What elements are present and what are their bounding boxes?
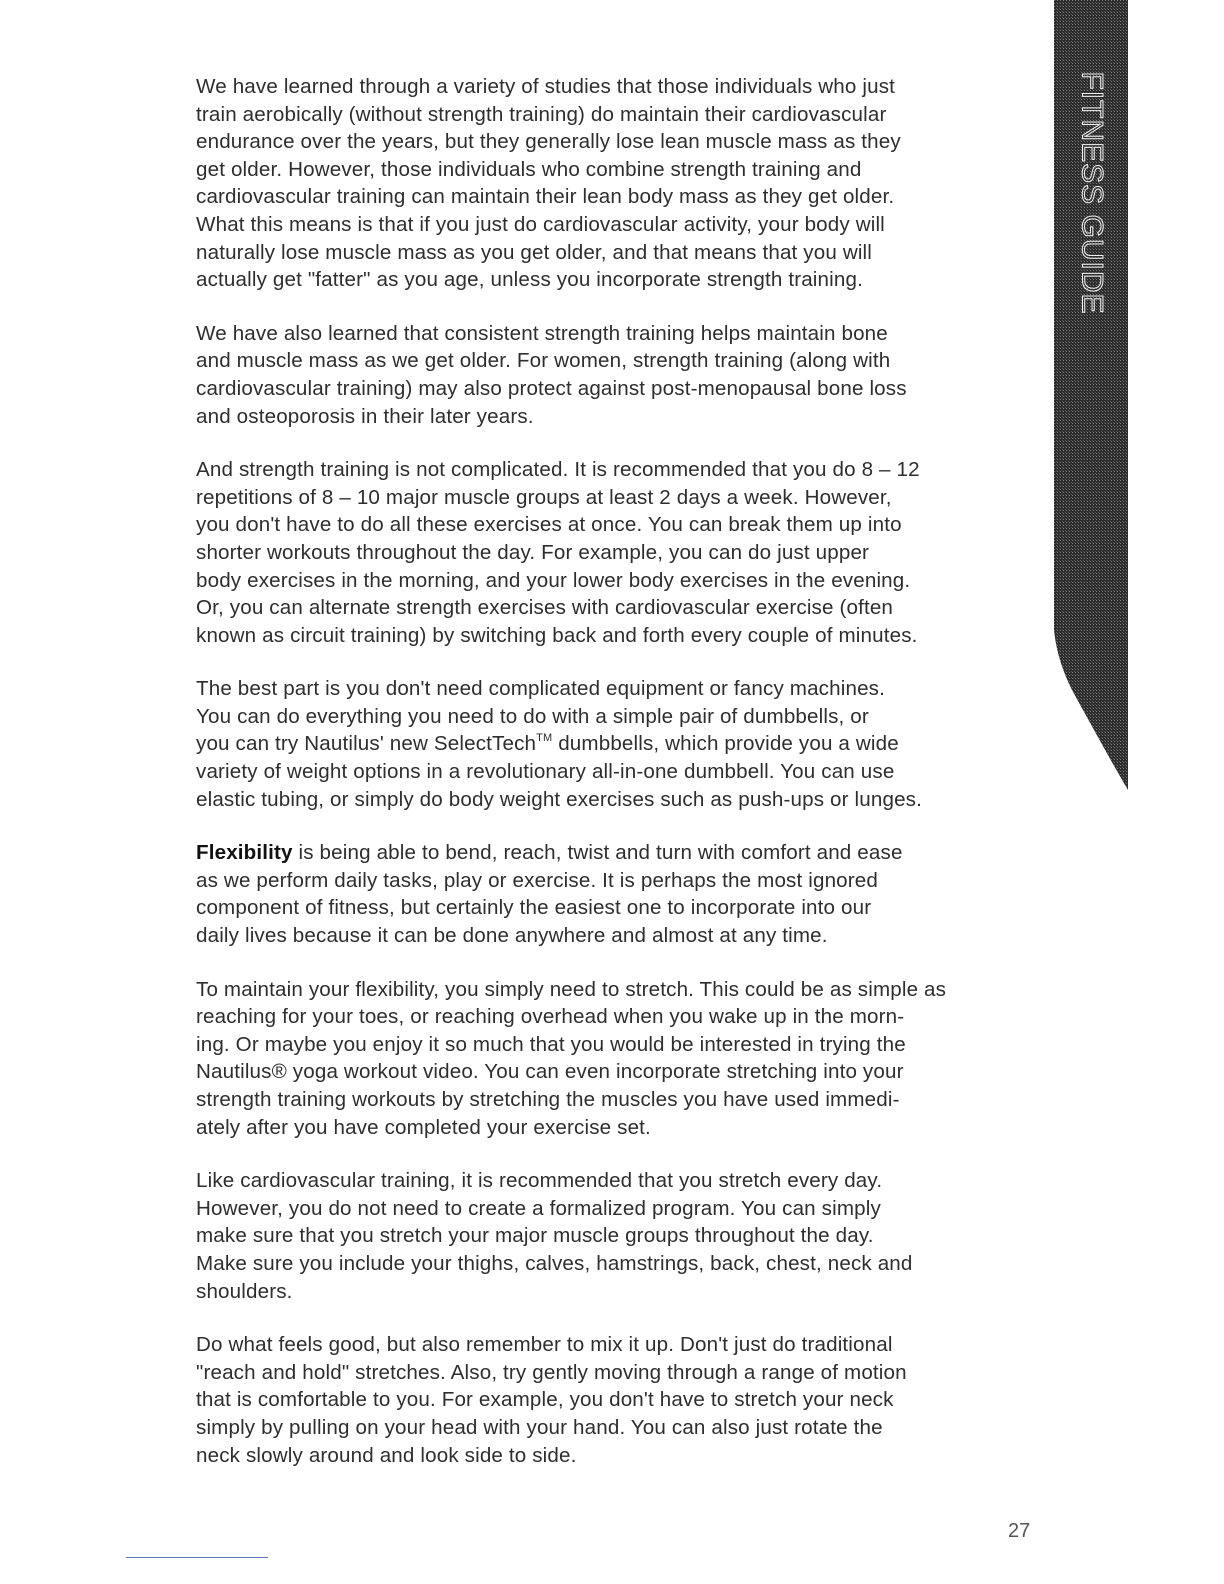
text-line: body exercises in the morning, and your lower body exercises in the evening. xyxy=(196,568,911,592)
text-line: We have also learned that consistent strength training helps maintain bone xyxy=(196,321,888,345)
text-fragment: is being able to bend, reach, twist and turn with comfort and ease xyxy=(292,841,903,865)
paragraph-bone-mass xyxy=(196,320,1016,430)
paragraph-stretching xyxy=(196,976,1016,1142)
text-line: shorter workouts throughout the day. For example, you can do just upper xyxy=(196,540,870,564)
text-line: component of fitness, but certainly the easiest one to incorporate into our xyxy=(196,896,872,920)
text-line: Nautilus® yoga workout video. You can even incorporate stretching into your xyxy=(196,1060,904,1084)
text-line: and osteoporosis in their later years. xyxy=(196,404,534,428)
text-line: You can do everything you need to do with a simple pair of dumbbells, or xyxy=(196,704,869,728)
text-line: reaching for your toes, or reaching overhead when you wake up in the morn- xyxy=(196,1005,905,1029)
text-line: Or, you can alternate strength exercises with cardiovascular exercise (often xyxy=(196,596,894,620)
text-line: repetitions of 8 – 10 major muscle groups at least 2 days a week. However, xyxy=(196,485,892,509)
text-line: cardiovascular training) may also protect against post-menopausal bone loss xyxy=(196,376,907,400)
text-line: shoulders. xyxy=(196,1279,293,1303)
text-line xyxy=(196,839,1016,867)
text-line: Do what feels good, but also remember to mix it up. Don't just do traditional xyxy=(196,1333,893,1357)
text-line: train aerobically (without strength training) do maintain their cardiovascular xyxy=(196,102,887,126)
text-line: Like cardiovascular training, it is recommended that you stretch every day. xyxy=(196,1169,883,1193)
section-tab-text: FITNESS GUIDE xyxy=(1076,71,1109,315)
text-line: naturally lose muscle mass as you get older, and that means that you will xyxy=(196,240,873,264)
text-line: that is comfortable to you. For example, you don't have to stretch your neck xyxy=(196,1388,894,1412)
paragraph-equipment xyxy=(196,675,1016,813)
text-line: neck slowly around and look side to side. xyxy=(196,1443,577,1467)
text-line: And strength training is not complicated. It is recommended that you do 8 – 12 xyxy=(196,458,920,482)
text-line: ately after you have completed your exercise set. xyxy=(196,1115,651,1139)
text-line: actually get "fatter" as you age, unless you incorporate strength training. xyxy=(196,268,863,292)
text-line: What this means is that if you just do cardiovascular activity, your body will xyxy=(196,212,885,236)
text-line: elastic tubing, or simply do body weight exercises such as push-ups or lunges. xyxy=(196,787,922,811)
paragraph-stretch-daily xyxy=(196,1167,1016,1305)
page-number: 27 xyxy=(1008,1520,1031,1542)
body-text xyxy=(196,73,1016,1495)
text-line: make sure that you stretch your major muscle groups throughout the day. xyxy=(196,1224,874,1248)
text-line: "reach and hold" stretches. Also, try gently moving through a range of motion xyxy=(196,1360,907,1384)
text-line xyxy=(196,730,1016,758)
text-line: simply by pulling on your head with your hand. You can also just rotate the xyxy=(196,1415,883,1439)
text-line: strength training workouts by stretching the muscles you have used immedi- xyxy=(196,1088,900,1111)
paragraph-flexibility xyxy=(196,839,1016,949)
trademark-mark: TM xyxy=(536,731,553,744)
text-line: cardiovascular training can maintain their lean body mass as they get older. xyxy=(196,185,895,209)
paragraph-mix-it-up xyxy=(196,1331,1016,1469)
footer-rule xyxy=(126,1557,268,1558)
text-line: To maintain your flexibility, you simply need to stretch. This could be as simple as xyxy=(196,977,947,1001)
text-line: as we perform daily tasks, play or exercise. It is perhaps the most ignored xyxy=(196,868,878,892)
text-line: you don't have to do all these exercises at once. You can break them up into xyxy=(196,513,902,537)
text-line: We have learned through a variety of studies that those individuals who just xyxy=(196,75,896,98)
text-line: The best part is you don't need complicated equipment or fancy machines. xyxy=(196,677,885,701)
term-flexibility: Flexibility xyxy=(196,841,293,865)
text-line: However, you do not need to create a formalized program. You can simply xyxy=(196,1196,881,1220)
paragraph-aerobic-vs-strength xyxy=(196,73,1016,294)
text-line: get older. However, those individuals who combine strength training and xyxy=(196,157,862,181)
text-line: and muscle mass as we get older. For women, strength training (along with xyxy=(196,349,891,373)
paragraph-strength-recommendation xyxy=(196,456,1016,649)
text-fragment: dumbbells, which provide you a wide xyxy=(552,732,899,756)
text-line: daily lives because it can be done anywhere and almost at any time. xyxy=(196,924,828,948)
text-fragment: you can try Nautilus' new SelectTech xyxy=(196,732,537,756)
section-tab-label xyxy=(1070,68,1114,318)
text-line: known as circuit training) by switching back and forth every couple of minutes. xyxy=(196,623,918,647)
text-line: ing. Or maybe you enjoy it so much that you would be interested in trying the xyxy=(196,1032,906,1056)
text-line: endurance over the years, but they generally lose lean muscle mass as they xyxy=(196,130,901,154)
text-line: variety of weight options in a revolutionary all-in-one dumbbell. You can use xyxy=(196,760,895,784)
text-line: Make sure you include your thighs, calves, hamstrings, back, chest, neck and xyxy=(196,1251,913,1275)
